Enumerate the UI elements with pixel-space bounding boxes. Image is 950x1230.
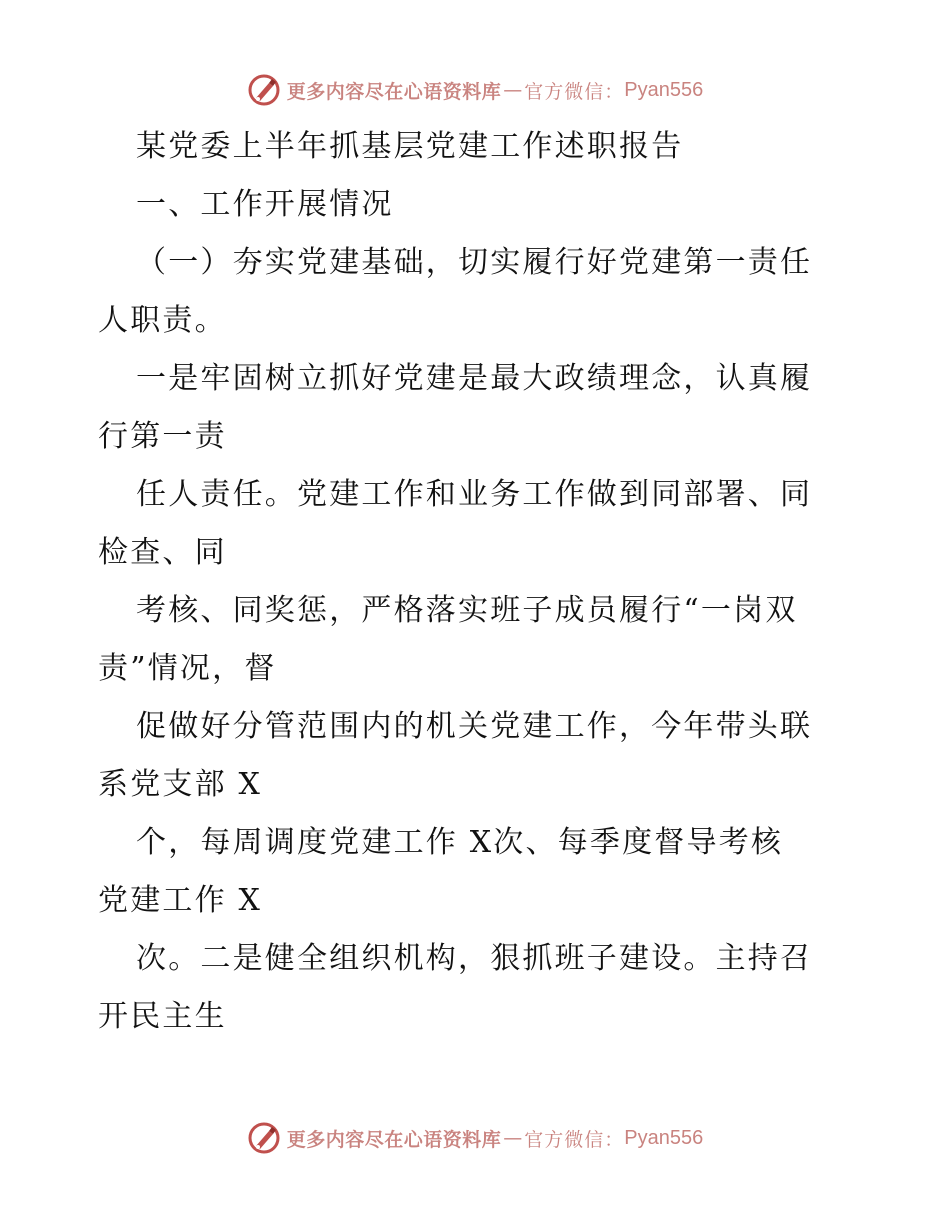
text-line: 检查、同 — [98, 535, 227, 570]
text-line: 责”情况，督 — [98, 651, 277, 686]
text-line: （一）夯实党建基础，切实履行好党建第一责任 — [136, 245, 813, 280]
pen-logo-icon — [247, 1121, 281, 1155]
footer-watermark — [0, 1118, 950, 1158]
watermark-brand: 更多内容尽在心语资料库 — [286, 80, 502, 103]
text-line: 某党委上半年抓基层党建工作述职报告 — [136, 129, 684, 164]
text-line: 考核、同奖惩，严格落实班子成员履行“一岗双 — [136, 593, 798, 628]
document-body — [98, 118, 850, 1046]
text-line: 一、工作开展情况 — [136, 187, 394, 222]
watermark-separator: — — [503, 1127, 523, 1149]
watermark-id: Pyan556 — [624, 1126, 704, 1149]
text-line: 系党支部 X — [98, 767, 263, 802]
watermark-separator: — — [503, 79, 523, 101]
text-line: 个，每周调度党建工作 X次、每季度督导考核 — [136, 825, 784, 860]
watermark-label: 官方微信： — [524, 80, 625, 103]
text-line: 开民主生 — [98, 999, 227, 1034]
header-watermark — [0, 70, 950, 110]
text-line: 促做好分管范围内的机关党建工作，今年带头联 — [136, 709, 813, 744]
text-line: 任人责任。党建工作和业务工作做到同部署、同 — [136, 477, 813, 512]
text-line: 次。二是健全组织机构，狠抓班子建设。主持召 — [136, 941, 813, 976]
text-line: 一是牢固树立抓好党建是最大政绩理念，认真履 — [136, 361, 813, 396]
watermark-brand: 更多内容尽在心语资料库 — [286, 1128, 502, 1151]
text-line: 人职责。 — [98, 303, 227, 338]
watermark-label: 官方微信： — [524, 1128, 625, 1151]
watermark-id: Pyan556 — [624, 78, 704, 101]
pen-logo-icon — [247, 73, 281, 107]
text-line: 党建工作 X — [98, 883, 263, 918]
text-line: 行第一责 — [98, 419, 227, 454]
